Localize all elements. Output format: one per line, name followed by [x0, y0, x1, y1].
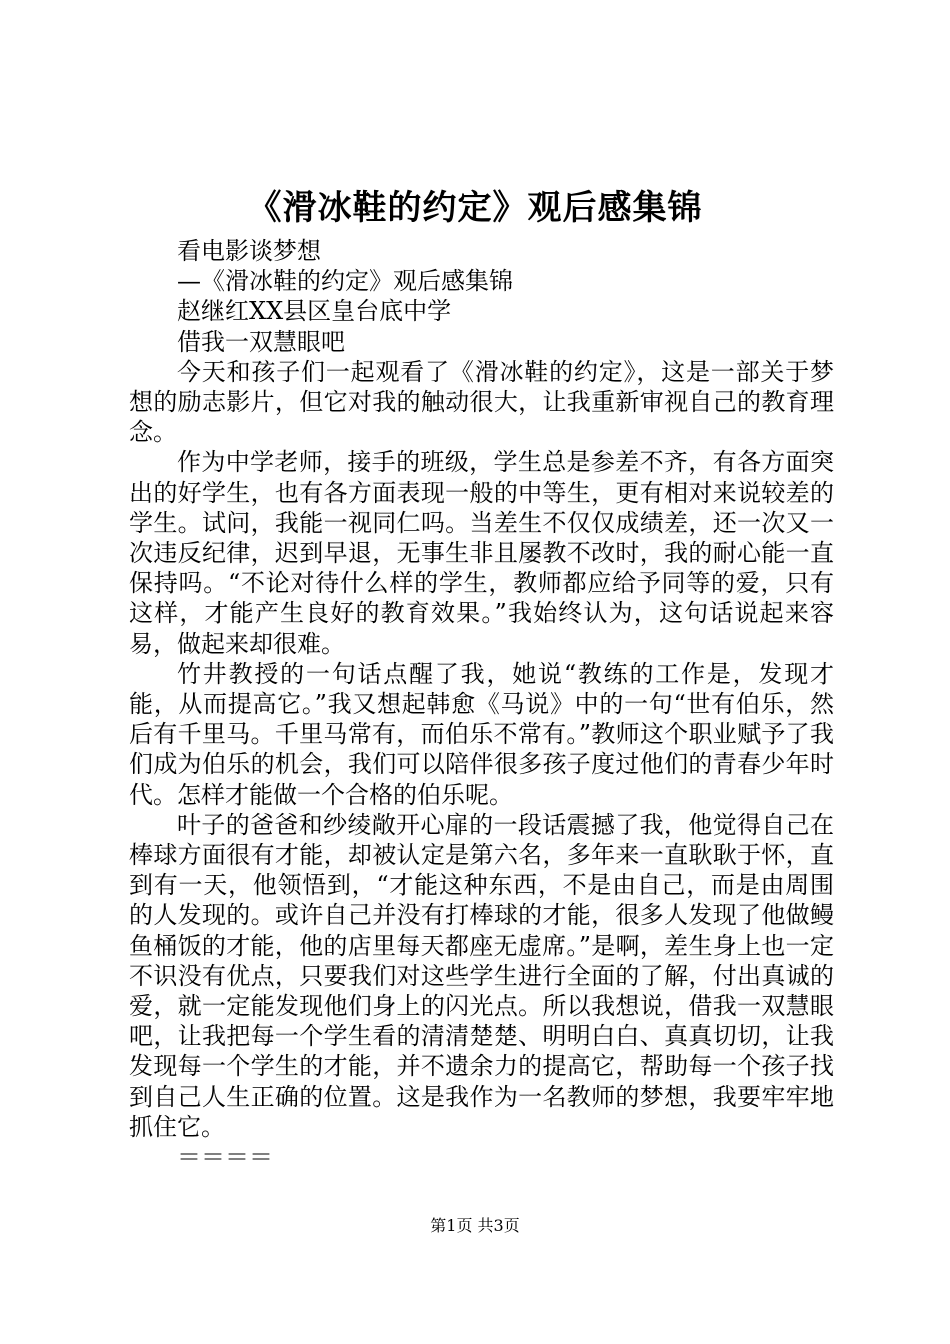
paragraph-author: 赵继红XX县区皇台底中学: [177, 297, 452, 326]
paragraph-body: 竹井教授的一句话点醒了我，她说“教练的工作是，发现才能，从而提高它。”我又想起韩愈《马说》中的一句“世有伯乐，然后有千里马。千里马常有，而伯乐不常有。”教师这个职业赋予了我们成为伯乐的机会，我们可以陪伴很多孩子度过他们的青春少年时代。怎样才能做一个合格的伯乐呢。: [129, 659, 834, 809]
document-title: 《滑冰鞋的约定》观后感集锦: [247, 188, 703, 228]
paragraph-subtitle-line: —《滑冰鞋的约定》观后感集锦: [177, 267, 513, 296]
paragraph-heading: 借我一双慧眼吧: [177, 327, 345, 356]
document-body: [129, 236, 834, 1172]
paragraph-body: 作为中学老师，接手的班级，学生总是参差不齐，有各方面突出的好学生，也有各方面表现一般的中等生，更有相对来说较差的学生。试问，我能一视同仁吗。当差生不仅仅成绩差，还一次又一次违反纪律，迟到早退，无事生非且屡教不改时，我的耐心能一直保持吗。“不论对待什么样的学生，教师都应给予同等的爱，只有这样，才能产生良好的教育效果。”我始终认为，这句话说起来容易，做起来却很难。: [129, 448, 834, 658]
paragraph-body: 今天和孩子们一起观看了《滑冰鞋的约定》，这是一部关于梦想的励志影片，但它对我的触动很大，让我重新审视自己的教育理念。: [129, 357, 834, 447]
page-footer: 第1页 共3页: [430, 1216, 520, 1235]
paragraph-separator: ＝＝＝＝: [177, 1143, 273, 1172]
paragraph-subtitle: 看电影谈梦想: [177, 237, 321, 265]
paragraph-body: 叶子的爸爸和纱绫敞开心扉的一段话震撼了我，他觉得自己在棒球方面很有才能，却被认定是第六名，多年来一直耿耿于怀，直到有一天，他领悟到，“才能这种东西，不是由自己，而是由周围的人发现的。或许自己并没有打棒球的才能，很多人发现了他做鳗鱼桶饭的才能，他的店里每天都座无虚席。”是啊，差生身上也一定不识没有优点，只要我们对这些学生进行全面的了解，付出真诚的爱，就一定能发现他们身上的闪光点。所以我想说，借我一双慧眼吧，让我把每一个学生看的清清楚楚、明明白白、真真切切，让我发现每一个学生的才能，并不遗余力的提高它，帮助每一个孩子找到自己人生正确的位置。这是我作为一名教师的梦想，我要牢牢地抓住它。: [129, 810, 834, 1141]
